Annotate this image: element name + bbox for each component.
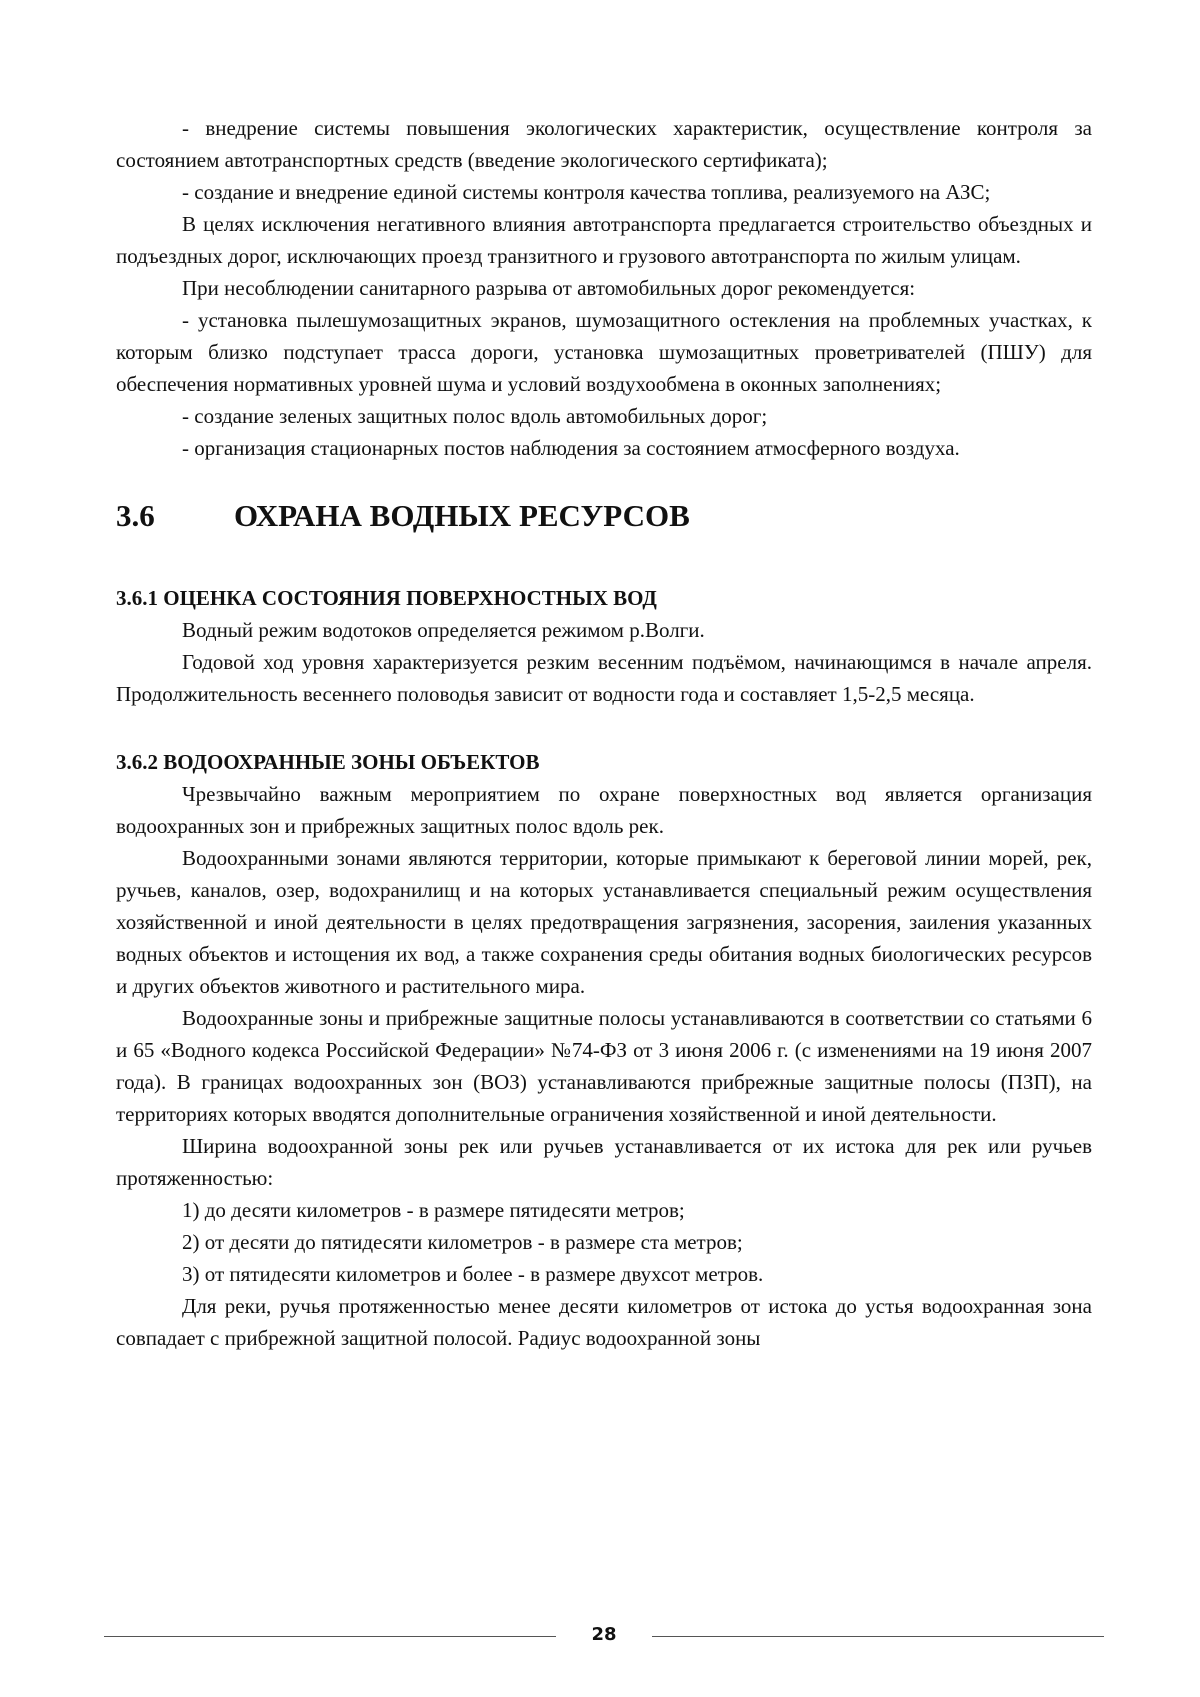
intro-paragraph-2: - создание и внедрение единой системы контроля качества топлива, реализуемого на АЗС; [182,180,991,204]
subsection-2-paragraph-3: Водоохранные зоны и прибрежные защитные полосы устанавливаются в соответствии со статьями 6 и 65 «Водного кодекса Российской Федерации» №74-ФЗ от 3 июня 2006 г. (с изменениями на 19 июня 2007 года). В границах водоохранных зон (ВОЗ) устанавливаются прибрежные защитные полосы (ПЗП), на территориях которых вводятся дополнительные ограничения хозяйственной и иной деятельности. [116,1006,1092,1126]
section-title: ОХРАНА ВОДНЫХ РЕСУРСОВ [234,498,690,533]
section-heading [116,494,1092,538]
subsection-2-paragraph-1: Чрезвычайно важным мероприятием по охране поверхностных вод является организация водоохранных зон и прибрежных защитных полос вдоль рек. [116,782,1092,838]
page-content [116,112,1092,1354]
intro-paragraph-5: - установка пылешумозащитных экранов, шумозащитного остекления на проблемных участках, к которым близко подступает трасса дороги, установка шумозащитных проветривателей (ПШУ) для обеспечения нормативных уровней шума и условий воздухообмена в оконных заполнениях; [116,308,1092,396]
intro-paragraph-4: При несоблюдении санитарного разрыва от автомобильных дорог рекомендуется: [182,276,916,300]
intro-paragraph-6: - создание зеленых защитных полос вдоль автомобильных дорог; [182,404,768,428]
page-footer [104,1620,1104,1650]
intro-paragraph-3: В целях исключения негативного влияния автотранспорта предлагается строительство объездных и подъездных дорог, исключающих проезд транзитного и грузового автотранспорта по жилым улицам. [116,212,1092,268]
section-number: 3.6 [116,498,155,533]
page-number: 28 [591,1624,617,1645]
subsection-2-paragraph-5: Для реки, ручья протяженностью менее десяти километров от истока до устья водоохранная зона совпадает с прибрежной защитной полосой. Радиус водоохранной зоны [116,1294,1092,1350]
intro-paragraph-1: - внедрение системы повышения экологических характеристик, осуществление контроля за состоянием автотранспортных средств (введение экологического сертификата); [116,116,1092,172]
footer-rule-left [104,1636,556,1637]
subsection-1-paragraph-1: Водный режим водотоков определяется режимом р.Волги. [182,618,705,642]
subsection-1-paragraph-2: Годовой ход уровня характеризуется резким весенним подъёмом, начинающимся в начале апреля. Продолжительность весеннего половодья зависит от водности года и составляет 1,5-2,5 месяца. [116,650,1092,706]
subsection-2-list-item-3: 3) от пятидесяти километров и более - в размере двухсот метров. [182,1262,764,1286]
subsection-2-list-item-2: 2) от десяти до пятидесяти километров - в размере ста метров; [182,1230,743,1254]
subsection-2-heading: 3.6.2 ВОДООХРАННЫЕ ЗОНЫ ОБЪЕКТОВ [116,750,540,774]
intro-paragraph-7: - организация стационарных постов наблюдения за состоянием атмосферного воздуха. [182,436,960,460]
subsection-1-heading: 3.6.1 ОЦЕНКА СОСТОЯНИЯ ПОВЕРХНОСТНЫХ ВОД [116,586,657,610]
subsection-2-list-item-1: 1) до десяти километров - в размере пятидесяти метров; [182,1198,685,1222]
subsection-2-paragraph-2: Водоохранными зонами являются территории, которые примыкают к береговой линии морей, рек, ручьев, каналов, озер, водохранилищ и на которых устанавливается специальный режим осуществления хозяйственной и иной деятельности в целях предотвращения загрязнения, засорения, заиления указанных водных объектов и истощения их вод, а также сохранения среды обитания водных биологических ресурсов и других объектов животного и растительного мира. [116,846,1092,998]
footer-rule-right [652,1636,1104,1637]
subsection-2-paragraph-4: Ширина водоохранной зоны рек или ручьев устанавливается от их истока для рек или ручьев протяженностью: [116,1134,1092,1190]
